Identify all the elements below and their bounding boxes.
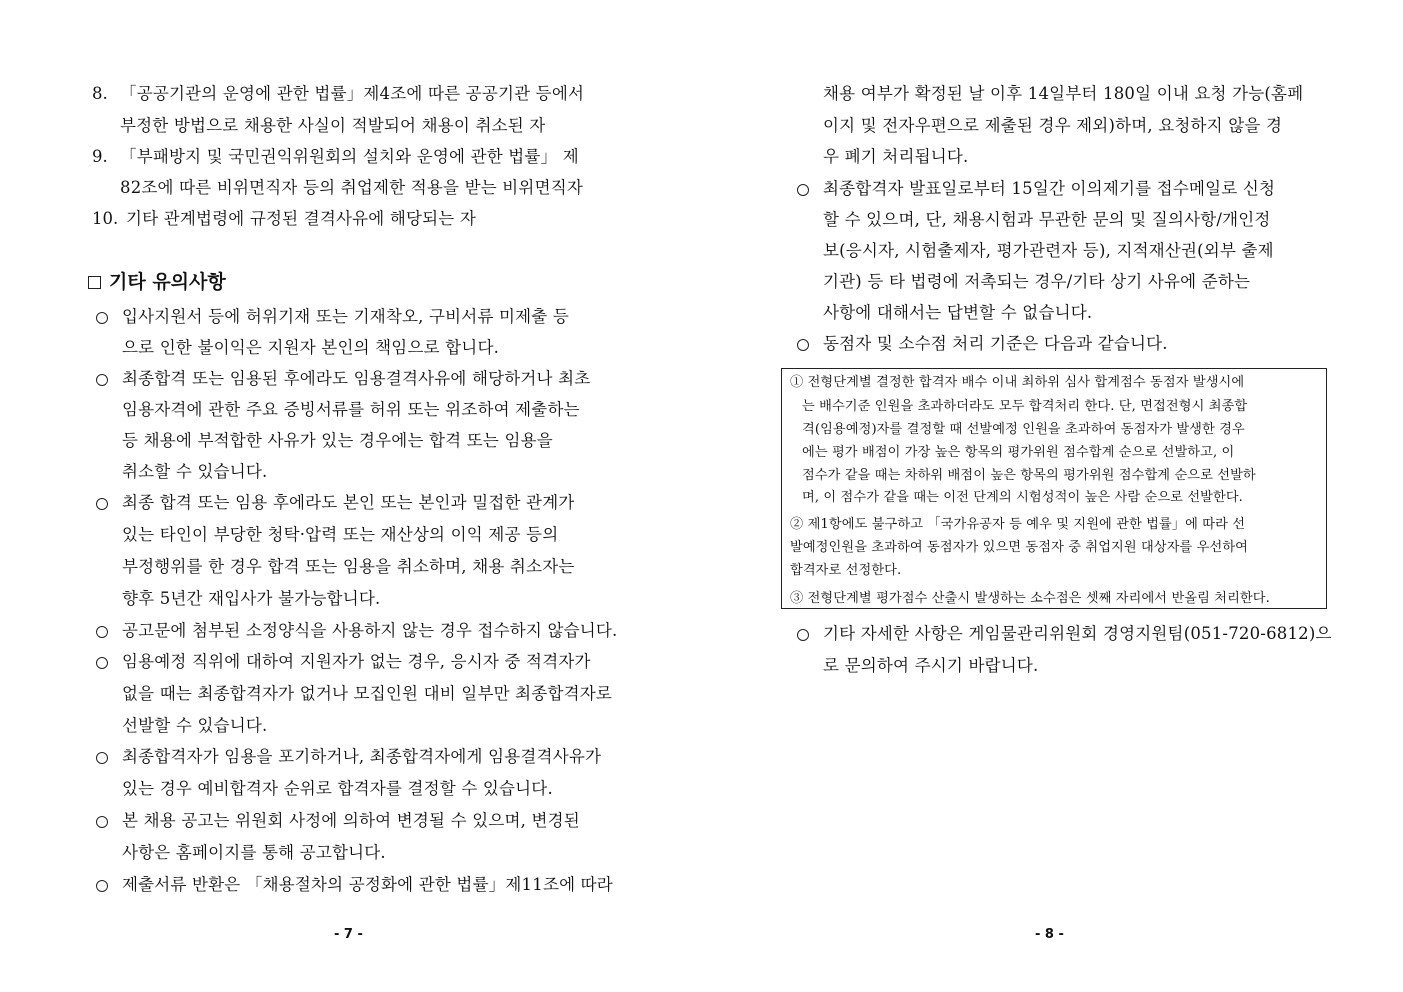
bullet-line: 향후 5년간 재입사가 불가능합니다. xyxy=(122,589,381,608)
bullet-line: 최종합격 또는 임용된 후에라도 임용결격사유에 해당하거나 최초 xyxy=(122,369,591,388)
page-7 xyxy=(0,0,701,992)
bullet-line: 기관) 등 타 법령에 저촉되는 경우/기타 상기 사유에 준하는 xyxy=(823,272,1251,291)
bullet-line: 최종합격자가 임용을 포기하거나, 최종합격자에게 임용결격사유가 xyxy=(122,747,602,766)
bullet-line: 제출서류 반환은 「채용절차의 공정화에 관한 법률」제11조에 따라 xyxy=(122,875,613,894)
circle-bullet-icon xyxy=(96,626,108,638)
bullet-line: 있는 타인이 부당한 청탁·압력 또는 재산상의 이익 제공 등의 xyxy=(122,525,559,544)
item-line: 「부패방지 및 국민권익위원회의 설치와 운영에 관한 법률」 제 xyxy=(120,147,579,166)
bullet-line: 사항은 홈페이지를 통해 공고합니다. xyxy=(122,843,386,862)
circle-bullet-icon xyxy=(96,374,108,386)
bullet-line: 취소할 수 있습니다. xyxy=(122,462,268,481)
bullet-line: 보(응시자, 시험출제자, 평가관련자 등), 지적재산권(외부 출제 xyxy=(823,241,1274,260)
circle-bullet-icon xyxy=(96,752,108,764)
bullet-line: 선발할 수 있습니다. xyxy=(122,716,268,735)
bullet-line: 임용예정 직위에 대하여 지원자가 없는 경우, 응시자 중 적격자가 xyxy=(122,652,591,671)
bullet-line: 공고문에 첨부된 소정양식을 사용하지 않는 경우 접수하지 않습니다. xyxy=(122,621,618,640)
page-number: - 7 - xyxy=(334,927,363,942)
tie-break-rules-box xyxy=(781,368,1327,609)
bullet-line: 사항에 대해서는 답변할 수 없습니다. xyxy=(823,303,1093,322)
box-line: ③ 전형단계별 평가점수 산출시 발생하는 소수점은 셋째 자리에서 반올림 처리한다. xyxy=(790,591,1270,606)
box-line: 합격자로 선정한다. xyxy=(790,563,902,578)
item-line: 부정한 방법으로 채용한 사실이 적발되어 채용이 취소된 자 xyxy=(120,116,546,135)
bullet-line: 있는 경우 예비합격자 순위로 합격자를 결정할 수 있습니다. xyxy=(122,779,553,798)
circle-bullet-icon xyxy=(797,339,809,351)
item-number: 9. xyxy=(92,147,108,166)
checkbox-square-icon xyxy=(88,276,101,289)
item-line: 기타 관계법령에 규정된 결격사유에 해당되는 자 xyxy=(126,209,477,228)
bullet-line: 동점자 및 소수점 처리 기준은 다음과 같습니다. xyxy=(823,334,1168,353)
circle-bullet-icon xyxy=(96,498,108,510)
bullet-line: 으로 인한 불이익은 지원자 본인의 책임으로 합니다. xyxy=(122,338,500,357)
circle-bullet-icon xyxy=(96,816,108,828)
bullet-line: 입사지원서 등에 허위기재 또는 기재착오, 구비서류 미제출 등 xyxy=(122,307,570,326)
bullet-line: 없을 때는 최종합격자가 없거나 모집인원 대비 일부만 최종합격자로 xyxy=(122,684,613,703)
box-line: ① 전형단계별 결정한 합격자 배수 이내 최하위 심사 합계점수 동점자 발생시에 xyxy=(790,375,1245,390)
bullet-line: 기타 자세한 사항은 게임물관리위원회 경영지원팀(051-720-6812)으 xyxy=(823,624,1332,643)
bullet-line: 할 수 있으며, 단, 채용시험과 무관한 문의 및 질의사항/개인정 xyxy=(823,210,1271,229)
section-heading xyxy=(88,268,226,296)
box-line: 점수가 같을 때는 차하위 배점이 높은 항목의 평가위원 점수합계 순으로 선발하 xyxy=(802,468,1256,483)
box-line: ② 제1항에도 불구하고 「국가유공자 등 예우 및 지원에 관한 법률」에 따라 선 xyxy=(790,517,1246,532)
bullet-line: 등 채용에 부적합한 사유가 있는 경우에는 합격 또는 임용을 xyxy=(122,431,553,450)
circle-bullet-icon xyxy=(96,657,108,669)
continuation-line: 채용 여부가 확정된 날 이후 14일부터 180일 이내 요청 가능(홈페 xyxy=(823,84,1304,103)
continuation-line: 우 폐기 처리됩니다. xyxy=(823,147,969,166)
bullet-line: 임용자격에 관한 주요 증빙서류를 허위 또는 위조하여 제출하는 xyxy=(122,400,580,419)
circle-bullet-icon xyxy=(797,184,809,196)
page-number: - 8 - xyxy=(1035,927,1064,942)
box-line: 발예정인원을 초과하여 동점자가 있으면 동점자 중 취업지원 대상자를 우선하여 xyxy=(790,540,1249,555)
box-line: 격(임용예정)자를 결정할 때 선발예정 인원을 초과하여 동점자가 발생한 경우 xyxy=(802,422,1245,437)
section-heading-text: 기타 유의사항 xyxy=(109,271,226,293)
item-line: 82조에 따른 비위면직자 등의 취업제한 적용을 받는 비위면직자 xyxy=(120,178,583,197)
box-line: 는 배수기준 인원을 초과하더라도 모두 합격처리 한다. 단, 면접전형시 최종합 xyxy=(802,399,1248,414)
item-number: 10. xyxy=(92,209,119,228)
box-line: 며, 이 점수가 같을 때는 이전 단계의 시험성적이 높은 사람 순으로 선발한다. xyxy=(802,490,1243,505)
bullet-line: 부정행위를 한 경우 합격 또는 임용을 취소하며, 채용 취소자는 xyxy=(122,557,575,576)
continuation-line: 이지 및 전자우편으로 제출된 경우 제외)하며, 요청하지 않을 경 xyxy=(823,116,1283,135)
item-number: 8. xyxy=(92,84,108,103)
bullet-line: 최종 합격 또는 임용 후에라도 본인 또는 본인과 밀접한 관계가 xyxy=(122,493,575,512)
circle-bullet-icon xyxy=(96,312,108,324)
bullet-line: 최종합격자 발표일로부터 15일간 이의제기를 접수메일로 신청 xyxy=(823,179,1276,198)
circle-bullet-icon xyxy=(797,629,809,641)
circle-bullet-icon xyxy=(96,880,108,892)
item-line: 「공공기관의 운영에 관한 법률」제4조에 따른 공공기관 등에서 xyxy=(120,84,585,103)
bullet-line: 본 채용 공고는 위원회 사정에 의하여 변경될 수 있으며, 변경된 xyxy=(122,811,580,830)
bullet-line: 로 문의하여 주시기 바랍니다. xyxy=(823,656,1039,675)
box-line: 에는 평가 배점이 가장 높은 항목의 평가위원 점수합계 순으로 선발하고, 이 xyxy=(802,445,1235,460)
